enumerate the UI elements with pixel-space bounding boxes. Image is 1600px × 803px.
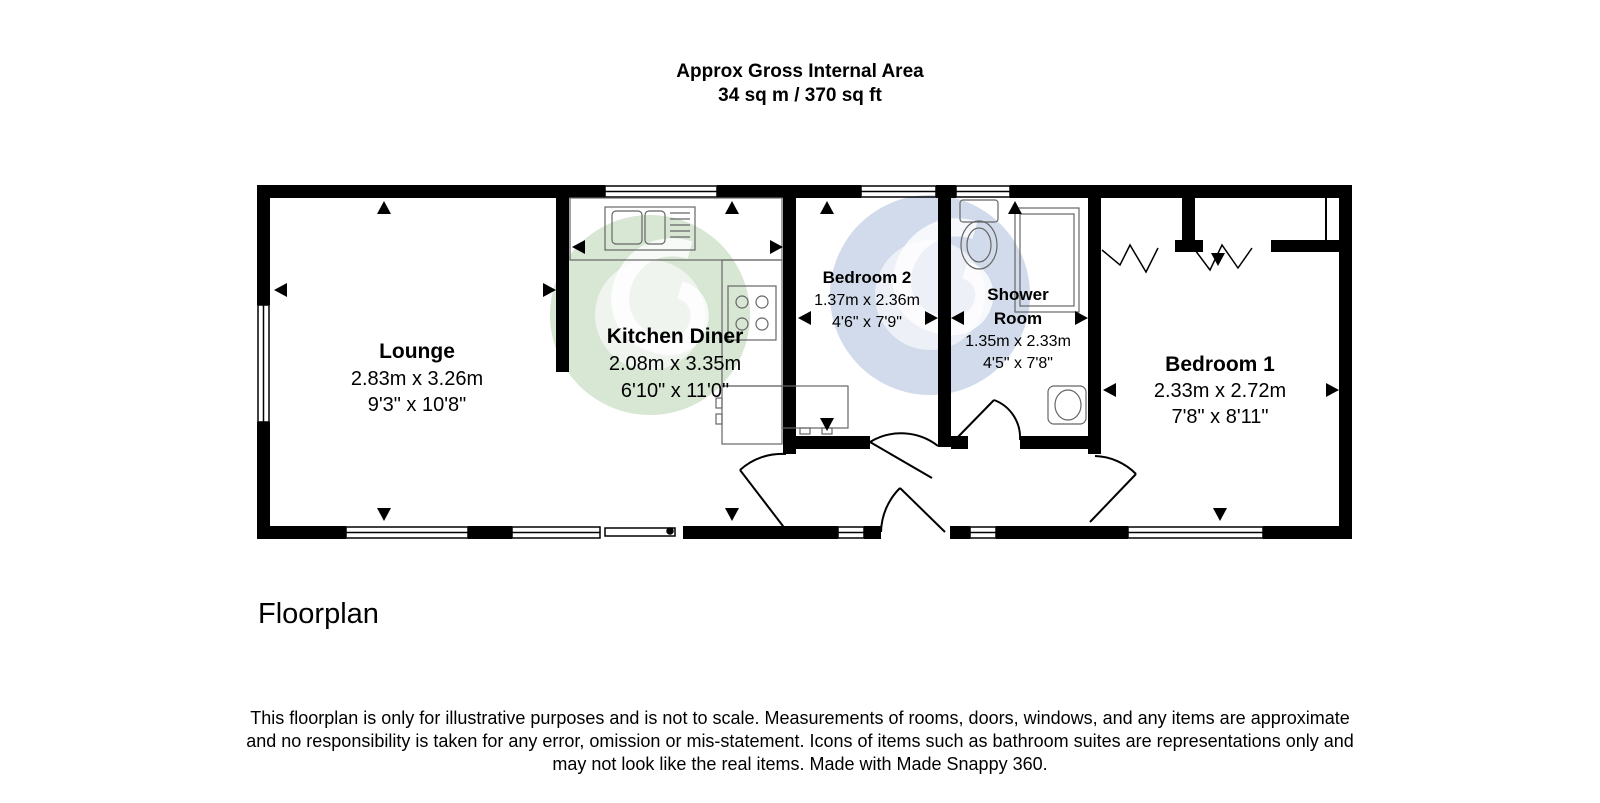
svg-text:1.37m x 2.36m: 1.37m x 2.36m: [814, 292, 920, 309]
svg-text:Shower: Shower: [987, 285, 1049, 304]
disclaimer: [0, 707, 1600, 776]
svg-text:6'10" x 11'0": 6'10" x 11'0": [620, 380, 730, 402]
svg-text:2.83m x 3.26m: 2.83m x 3.26m: [350, 368, 484, 390]
disclaimer-line-2: and no responsibility is taken for any error, omission or mis-statement. Icons of items such as bathroom suites are representations only and: [246, 731, 1354, 751]
svg-text:2.08m x 3.35m: 2.08m x 3.35m: [608, 353, 742, 375]
floor-label: Floorplan: [258, 598, 379, 630]
svg-text:Bedroom 2: Bedroom 2: [822, 268, 912, 287]
svg-text:Kitchen Diner: Kitchen Diner: [606, 325, 744, 348]
svg-text:4'5" x 7'8": 4'5" x 7'8": [983, 355, 1053, 372]
svg-text:Lounge: Lounge: [379, 340, 455, 363]
svg-text:9'3" x 10'8": 9'3" x 10'8": [367, 394, 467, 416]
room-bedroom-1: [1154, 353, 1286, 428]
svg-text:1.35m x 2.33m: 1.35m x 2.33m: [965, 333, 1071, 350]
disclaimer-line-3: may not look like the real items. Made with Made Snappy 360.: [552, 754, 1048, 774]
room-kitchen-diner: [607, 325, 744, 402]
disclaimer-line-1: This floorplan is only for illustrative purposes and is not to scale. Measurements of rooms, doors, windows, and any items are approximate: [250, 708, 1350, 728]
area-value: 34 sq m / 370 sq ft: [718, 85, 882, 106]
sliding-door: [605, 528, 675, 536]
svg-text:Room: Room: [993, 309, 1043, 328]
room-lounge: [351, 340, 483, 416]
svg-text:4'6" x 7'9": 4'6" x 7'9": [832, 314, 902, 331]
svg-text:Bedroom 1: Bedroom 1: [1165, 353, 1275, 376]
svg-text:2.33m x 2.72m: 2.33m x 2.72m: [1153, 380, 1287, 402]
svg-text:7'8" x 8'11": 7'8" x 8'11": [1171, 406, 1269, 428]
area-title: Approx Gross Internal Area: [676, 61, 924, 82]
